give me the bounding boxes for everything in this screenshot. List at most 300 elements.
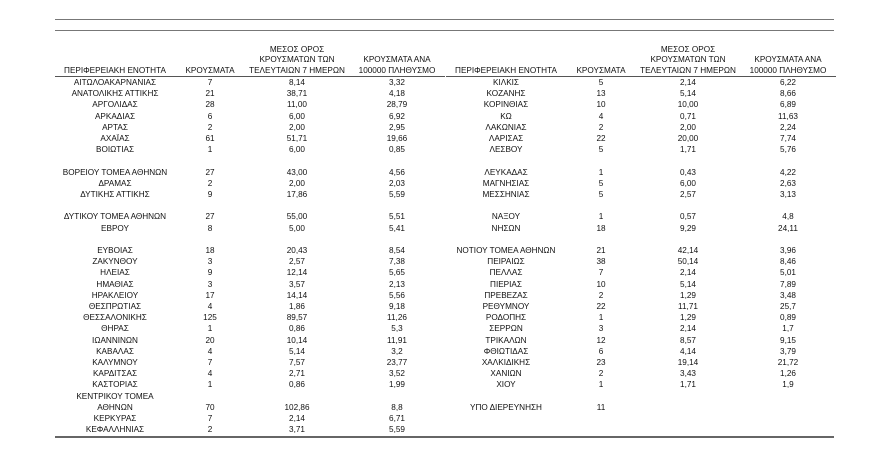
cell-cases: 6	[598, 346, 604, 356]
cell-per100k: 7,74	[780, 134, 796, 144]
cell-region: ΔΥΤΙΚΗΣ ΑΤΤΙΚΗΣ	[80, 190, 150, 200]
cell-cases: 8	[207, 223, 213, 233]
table-row	[55, 413, 445, 424]
cell-cases: 4	[207, 369, 213, 379]
cell-avg7: 5,14	[680, 89, 696, 99]
cell-region: ΑΧΑΪΑΣ	[100, 134, 130, 144]
spacer-cell	[740, 200, 836, 211]
cell-cases: 7	[207, 414, 213, 424]
table-row	[446, 301, 836, 312]
spacer-cell	[636, 155, 740, 166]
table-row	[55, 335, 445, 346]
cell-region: ΖΑΚΥΝΘΟΥ	[92, 257, 138, 267]
table-row	[55, 256, 445, 267]
table-row	[446, 346, 836, 357]
cell-per100k: 5,59	[389, 425, 405, 435]
cell-per100k: 11,91	[387, 335, 407, 345]
cell-avg7: 102,86	[284, 402, 310, 412]
cell-avg7: 1,29	[680, 313, 696, 323]
spacer-cell	[55, 200, 175, 211]
cell-avg7: 42,14	[677, 246, 699, 255]
cell-region: ΚΕΦΑΛΛΗΝΙΑΣ	[85, 425, 145, 435]
cell-region: ΚΙΛΚΙΣ	[492, 78, 519, 87]
spacer-row	[446, 200, 836, 211]
cell-avg7: 20,00	[677, 134, 699, 144]
cell-region: ΛΑΚΩΝΙΑΣ	[485, 122, 527, 132]
cell-per100k: 21,72	[777, 358, 799, 368]
cell-avg7: 2,00	[289, 178, 305, 188]
cell-cases: 2	[207, 178, 213, 188]
table-row	[55, 368, 445, 379]
table-row	[55, 357, 445, 368]
cell-cases: 5	[598, 178, 604, 188]
cell-avg7: 0,71	[680, 111, 696, 121]
table-row	[55, 178, 445, 189]
table-row	[55, 189, 445, 200]
cell-per100k: 4,22	[780, 167, 796, 177]
cell-avg7: 20,43	[286, 246, 308, 255]
cell-per100k: 5,56	[389, 290, 405, 300]
cell-cases	[175, 391, 245, 402]
cell-cases: 3	[598, 324, 604, 334]
cell-avg7: 2,00	[680, 122, 696, 132]
table-row	[55, 167, 445, 178]
cell-region: ΦΘΙΩΤΙΔΑΣ	[483, 346, 529, 356]
table-row	[446, 178, 836, 189]
cell-avg7: 9,29	[680, 223, 696, 233]
spacer-cell	[175, 200, 245, 211]
spacer-cell	[636, 391, 740, 402]
cell-cases: 7	[207, 358, 213, 368]
cell-avg7: 8,14	[289, 78, 305, 87]
cell-region: ΡΕΘΥΜΝΟΥ	[482, 302, 530, 312]
cell-per100k	[740, 402, 836, 413]
header-region: ΠΕΡΙΦΕΡΕΙΑΚΗ ΕΝΟΤΗΤΑ	[64, 65, 166, 75]
table-row	[55, 223, 445, 234]
cell-per100k: 6,22	[780, 78, 796, 87]
cell-cases: 61	[205, 134, 215, 144]
cell-region: ΠΡΕΒΕΖΑΣ	[484, 290, 528, 300]
spacer-cell	[636, 200, 740, 211]
cell-avg7: 10,00	[677, 100, 699, 110]
cell-cases: 12	[596, 335, 606, 345]
cell-per100k: 1,9	[782, 380, 794, 390]
cell-cases: 21	[596, 246, 606, 255]
cell-avg7	[245, 391, 349, 402]
table-row	[446, 211, 836, 222]
cell-per100k: 3,48	[780, 290, 796, 300]
cell-region: ΑΡΚΑΔΙΑΣ	[94, 111, 136, 121]
cell-cases: 1	[207, 145, 213, 155]
cell-avg7: 0,86	[289, 380, 305, 390]
spacer-cell	[245, 234, 349, 245]
cell-region: ΜΕΣΣΗΝΙΑΣ	[482, 190, 530, 200]
table-row	[446, 312, 836, 323]
cell-cases: 27	[205, 167, 215, 177]
table-row	[446, 368, 836, 379]
table-header-row	[446, 42, 836, 77]
spacer-row	[446, 234, 836, 245]
cell-cases: 18	[596, 223, 606, 233]
cell-cases: 6	[207, 111, 213, 121]
cell-avg7: 1,29	[680, 290, 696, 300]
cell-per100k: 6,71	[389, 414, 405, 424]
table-row	[446, 167, 836, 178]
spacer-cell	[175, 155, 245, 166]
cell-avg7: 38,71	[286, 89, 308, 99]
cell-cases: 4	[598, 111, 604, 121]
cell-per100k: 9,15	[780, 335, 796, 345]
table-row	[446, 279, 836, 290]
cell-region: ΔΥΤΙΚΟΥ ΤΟΜΕΑ ΑΘΗΝΩΝ	[63, 212, 167, 222]
cell-avg7: 3,43	[680, 369, 696, 379]
table-row	[55, 424, 445, 435]
table-row	[446, 111, 836, 122]
table-row	[446, 122, 836, 133]
cell-cases: 5	[598, 78, 604, 87]
cell-region: ΝΑΞΟΥ	[491, 212, 521, 222]
header-region: ΠΕΡΙΦΕΡΕΙΑΚΗ ΕΝΟΤΗΤΑ	[455, 65, 557, 75]
cell-cases: 2	[598, 122, 604, 132]
cell-per100k: 5,3	[391, 324, 403, 334]
cell-region: ΧΙΟΥ	[496, 380, 516, 390]
header-cases: ΚΡΟΥΣΜΑΤΑ	[576, 65, 626, 75]
table-row	[55, 99, 445, 110]
cases-table-right	[446, 42, 836, 413]
table-row	[446, 99, 836, 110]
cell-per100k: 3,32	[389, 78, 405, 87]
header-per100k: ΚΡΟΥΣΜΑΤΑ ΑΝΑ 100000 ΠΛΗΘΥΣΜΟ	[749, 55, 827, 75]
cell-region: ΚΑΛΥΜΝΟΥ	[92, 358, 138, 368]
cell-cases: 10	[596, 100, 606, 110]
cell-region: ΚΟΡΙΝΘΙΑΣ	[483, 100, 529, 110]
cell-region: ΠΙΕΡΙΑΣ	[490, 279, 522, 289]
header-per100k: ΚΡΟΥΣΜΑΤΑ ΑΝΑ 100000 ΠΛΗΘΥΣΜΟ	[358, 55, 436, 75]
table-row	[55, 211, 445, 222]
cell-cases: 10	[596, 279, 606, 289]
cell-region: ΘΕΣΣΑΛΟΝΙΚΗΣ	[83, 313, 147, 323]
cell-region: ΡΟΔΟΠΗΣ	[485, 313, 527, 323]
cell-cases: 22	[596, 134, 606, 144]
cell-region: ΝΗΣΩΝ	[491, 223, 521, 233]
cell-cases: 70	[205, 402, 215, 412]
cell-avg7: 2,00	[289, 122, 305, 132]
cell-cases: 28	[205, 100, 215, 110]
cell-avg7: 0,43	[680, 167, 696, 177]
cell-avg7: 43,00	[286, 167, 308, 177]
cell-per100k: 3,2	[391, 346, 403, 356]
table-row	[446, 335, 836, 346]
cell-cases: 13	[596, 89, 606, 99]
table-header-row	[55, 42, 445, 77]
cell-cases: 2	[598, 369, 604, 379]
cell-region: ΑΝΑΤΟΛΙΚΗΣ ΑΤΤΙΚΗΣ	[71, 89, 159, 99]
header-avg7: ΜΕΣΟΣ ΟΡΟΣ ΚΡΟΥΣΜΑΤΩΝ ΤΩΝ ΤΕΛΕΥΤΑΙΩΝ 7 ΗΜΕΡΩΝ	[640, 44, 736, 75]
spacer-cell	[349, 200, 445, 211]
table-row	[446, 402, 836, 413]
cell-per100k: 8,46	[780, 257, 796, 267]
cell-avg7: 6,00	[289, 111, 305, 121]
cell-avg7: 14,14	[286, 290, 308, 300]
cell-per100k	[349, 391, 445, 402]
cell-avg7: 0,57	[680, 212, 696, 222]
spacer-row	[446, 391, 836, 402]
cell-per100k: 28,79	[386, 100, 408, 110]
cell-region: ΘΗΡΑΣ	[101, 324, 129, 334]
table-row	[446, 88, 836, 99]
spacer-cell	[55, 234, 175, 245]
top-rule	[55, 19, 834, 20]
cell-avg7: 2,71	[289, 369, 305, 379]
spacer-cell	[446, 391, 566, 402]
cell-avg7: 2,14	[680, 324, 696, 334]
cell-cases: 1	[598, 313, 604, 323]
cell-per100k: 8,8	[391, 402, 403, 412]
table-row	[55, 402, 445, 413]
table-row	[55, 346, 445, 357]
top-rule-secondary	[55, 30, 834, 31]
cell-avg7: 5,14	[289, 346, 305, 356]
cell-per100k: 4,56	[389, 167, 405, 177]
cell-avg7: 17,86	[286, 190, 308, 200]
cell-avg7: 3,57	[289, 279, 305, 289]
cell-cases: 11	[596, 402, 606, 412]
cell-cases: 3	[207, 257, 213, 267]
table-row	[446, 144, 836, 155]
cell-per100k: 6,92	[389, 111, 405, 121]
cell-cases: 4	[207, 346, 213, 356]
cell-region: ΚΩ	[500, 111, 512, 121]
cell-avg7: 2,57	[680, 190, 696, 200]
cell-region: ΗΡΑΚΛΕΙΟΥ	[91, 290, 139, 300]
cell-per100k: 1,99	[389, 380, 405, 390]
table-row	[446, 357, 836, 368]
table-row	[55, 144, 445, 155]
table-body-right	[446, 77, 836, 414]
bottom-rule	[55, 436, 834, 438]
cell-region: ΑΡΤΑΣ	[102, 122, 128, 132]
cell-per100k: 5,76	[780, 145, 796, 155]
cell-avg7	[636, 402, 740, 413]
cell-cases: 4	[207, 302, 213, 312]
cell-region: ΣΕΡΡΩΝ	[489, 324, 523, 334]
cell-cases: 18	[205, 246, 215, 255]
table-row	[446, 245, 836, 256]
table-row	[446, 267, 836, 278]
cell-cases: 2	[207, 122, 213, 132]
cell-region: ΔΡΑΜΑΣ	[98, 178, 132, 188]
cell-per100k: 4,8	[782, 212, 794, 222]
table-row	[446, 223, 836, 234]
cell-avg7: 1,86	[289, 302, 305, 312]
cell-region: ΚΕΡΚΥΡΑΣ	[93, 414, 137, 424]
cell-region: ΗΛΕΙΑΣ	[100, 268, 130, 278]
cell-region: ΛΕΥΚΑΔΑΣ	[484, 167, 528, 177]
cell-region: ΒΟΡΕΙΟΥ ΤΟΜΕΑ ΑΘΗΝΩΝ	[62, 167, 168, 177]
table-row	[446, 77, 836, 89]
cell-region: ΚΟΖΑΝΗΣ	[486, 89, 526, 99]
table-row	[55, 379, 445, 390]
cell-cases: 1	[598, 380, 604, 390]
spacer-cell	[740, 234, 836, 245]
cell-cases: 7	[598, 268, 604, 278]
cell-region: ΑΘΗΝΩΝ	[97, 402, 133, 412]
cell-region: ΘΕΣΠΡΩΤΙΑΣ	[88, 302, 142, 312]
table-row	[446, 189, 836, 200]
spacer-row	[55, 234, 445, 245]
cell-cases: 5	[598, 190, 604, 200]
cell-per100k: 5,01	[780, 268, 796, 278]
cell-cases: 20	[205, 335, 215, 345]
cell-per100k: 9,18	[389, 302, 405, 312]
cell-avg7: 11,00	[287, 100, 307, 110]
spacer-cell	[446, 200, 566, 211]
cell-cases: 38	[596, 257, 606, 267]
spacer-cell	[740, 391, 836, 402]
cell-cases: 3	[207, 279, 213, 289]
header-avg7: ΜΕΣΟΣ ΟΡΟΣ ΚΡΟΥΣΜΑΤΩΝ ΤΩΝ ΤΕΛΕΥΤΑΙΩΝ 7 ΗΜΕΡΩΝ	[249, 44, 345, 75]
table-row	[55, 133, 445, 144]
cell-region: ΜΑΓΝΗΣΙΑΣ	[482, 178, 530, 188]
spacer-cell	[349, 155, 445, 166]
cell-per100k: 3,96	[780, 246, 796, 255]
cell-per100k: 1,7	[782, 324, 794, 334]
cell-avg7: 5,14	[680, 279, 696, 289]
table-row	[55, 88, 445, 99]
cell-region: ΕΒΡΟΥ	[101, 223, 129, 233]
table-row	[55, 391, 445, 402]
cell-cases: 5	[598, 145, 604, 155]
cell-per100k: 8,54	[389, 246, 405, 255]
cell-region: ΥΠΟ ΔΙΕΡΕΥΝΗΣΗ	[470, 402, 542, 412]
cell-cases: 17	[205, 290, 215, 300]
table-row	[446, 379, 836, 390]
cell-region: ΙΩΑΝΝΙΝΩΝ	[92, 335, 138, 345]
spacer-cell	[566, 391, 636, 402]
cell-region: ΧΑΛΚΙΔΙΚΗΣ	[481, 358, 531, 368]
cell-cases: 2	[598, 290, 604, 300]
cell-cases: 125	[203, 313, 217, 323]
cell-per100k: 2,13	[389, 279, 405, 289]
cell-cases: 1	[207, 380, 213, 390]
cell-cases: 23	[596, 358, 606, 368]
table-body-left	[55, 77, 445, 436]
cell-avg7: 4,14	[680, 346, 696, 356]
table-row	[55, 111, 445, 122]
cell-cases: 1	[598, 167, 604, 177]
cell-per100k: 3,52	[389, 369, 405, 379]
cell-per100k: 24,11	[778, 223, 798, 233]
cell-region: ΧΑΝΙΩΝ	[490, 369, 522, 379]
cell-avg7: 10,14	[286, 335, 308, 345]
cell-avg7: 2,14	[680, 268, 696, 278]
cell-region: ΑΡΓΟΛΙΔΑΣ	[92, 100, 138, 110]
cell-cases: 22	[596, 302, 606, 312]
cell-per100k: 7,89	[780, 279, 796, 289]
spacer-cell	[446, 155, 566, 166]
cell-region: ΒΟΙΩΤΙΑΣ	[95, 145, 135, 155]
spacer-cell	[245, 200, 349, 211]
cell-avg7: 19,14	[677, 358, 699, 368]
cell-region: ΝΟΤΙΟΥ ΤΟΜΕΑ ΑΘΗΝΩΝ	[456, 246, 556, 255]
cell-per100k: 7,38	[389, 257, 405, 267]
cell-per100k: 5,41	[389, 223, 405, 233]
cell-avg7: 6,00	[680, 178, 696, 188]
cell-region: ΚΕΝΤΡΙΚΟΥ ΤΟΜΕΑ	[76, 391, 154, 401]
cell-cases: 21	[205, 89, 215, 99]
spacer-row	[55, 155, 445, 166]
spacer-cell	[740, 155, 836, 166]
table-row	[55, 77, 445, 89]
cell-per100k: 5,59	[389, 190, 405, 200]
cell-avg7: 1,71	[680, 145, 696, 155]
cell-region: ΕΥΒΟΙΑΣ	[97, 246, 133, 255]
cell-region: ΚΑΡΔΙΤΣΑΣ	[92, 369, 138, 379]
cell-avg7: 55,00	[286, 212, 308, 222]
header-cases: ΚΡΟΥΣΜΑΤΑ	[185, 65, 235, 75]
cell-cases: 9	[207, 268, 213, 278]
cell-cases: 9	[207, 190, 213, 200]
table-row	[446, 290, 836, 301]
cell-per100k: 23,77	[386, 358, 408, 368]
cell-region: ΚΑΣΤΟΡΙΑΣ	[92, 380, 138, 390]
cell-per100k: 5,65	[389, 268, 405, 278]
cell-per100k: 4,18	[389, 89, 405, 99]
table-row	[446, 323, 836, 334]
cell-per100k: 1,26	[780, 369, 796, 379]
cell-region: ΠΕΛΛΑΣ	[489, 268, 523, 278]
cell-avg7: 0,86	[289, 324, 305, 334]
cell-cases: 7	[207, 78, 213, 87]
cell-region: ΠΕΙΡΑΙΩΣ	[487, 257, 525, 267]
table-row	[55, 290, 445, 301]
cell-per100k: 19,66	[386, 134, 408, 144]
spacer-cell	[245, 155, 349, 166]
spacer-row	[446, 155, 836, 166]
table-row	[55, 267, 445, 278]
spacer-cell	[566, 155, 636, 166]
cell-avg7: 5,00	[289, 223, 305, 233]
cell-avg7: 11,71	[678, 302, 698, 312]
cell-per100k: 3,13	[780, 190, 796, 200]
cell-avg7: 50,14	[677, 257, 699, 267]
cell-avg7: 51,71	[286, 134, 308, 144]
cell-cases: 1	[207, 324, 213, 334]
spacer-cell	[566, 200, 636, 211]
cell-avg7: 3,71	[289, 425, 305, 435]
cell-region: ΛΑΡΙΣΑΣ	[488, 134, 524, 144]
cell-region: ΑΙΤΩΛΟΑΚΑΡΝΑΝΙΑΣ	[73, 78, 157, 87]
cell-avg7: 2,57	[289, 257, 305, 267]
table-row	[55, 312, 445, 323]
cell-per100k: 2,24	[780, 122, 796, 132]
cell-avg7: 12,14	[286, 268, 308, 278]
table-row	[55, 323, 445, 334]
cell-cases: 2	[207, 425, 213, 435]
cell-per100k: 0,85	[389, 145, 405, 155]
table-row	[55, 279, 445, 290]
spacer-row	[55, 200, 445, 211]
table-row	[446, 133, 836, 144]
cell-per100k: 3,79	[780, 346, 796, 356]
cell-per100k: 5,51	[389, 212, 405, 222]
cell-region: ΗΜΑΘΙΑΣ	[96, 279, 134, 289]
spacer-cell	[566, 234, 636, 245]
cell-per100k: 6,89	[780, 100, 796, 110]
table-row	[55, 122, 445, 133]
table-row	[55, 301, 445, 312]
cell-per100k: 8,66	[780, 89, 796, 99]
